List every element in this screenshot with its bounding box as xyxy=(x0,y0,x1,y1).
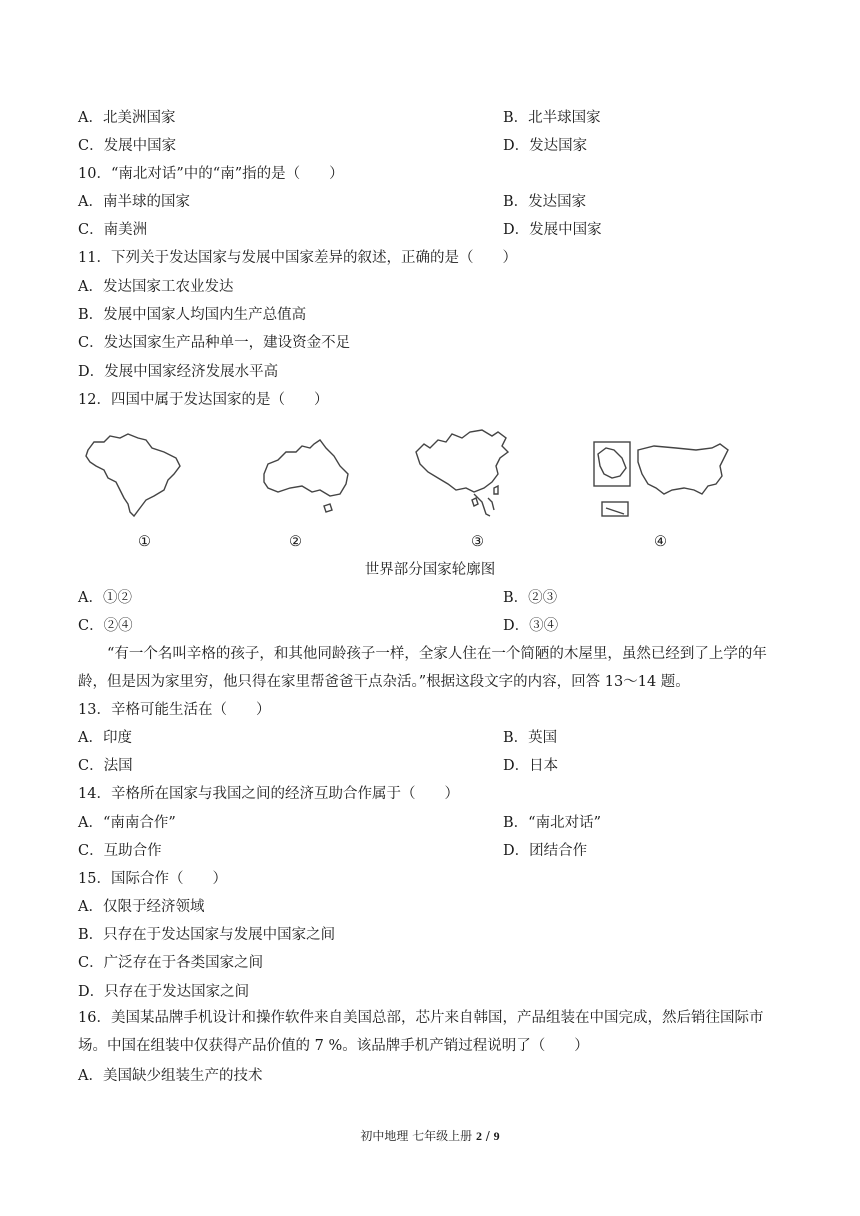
q12-option-b: B．②③ xyxy=(503,590,558,606)
q14-option-c: C．互助合作 xyxy=(78,843,162,859)
footer-text: 初中地理 七年级上册 xyxy=(360,1129,476,1143)
q16-option-a: A．美国缺少组装生产的技术 xyxy=(78,1068,263,1084)
q14-stem: 14．辛格所在国家与我国之间的经济互助合作属于（ ） xyxy=(78,786,459,802)
q12-option-c: C．②④ xyxy=(78,618,133,634)
map-label-1: ① xyxy=(138,534,151,550)
map-label-4: ④ xyxy=(654,534,667,550)
map-label-3: ③ xyxy=(471,534,484,550)
q10-stem: 10．“南北对话”中的“南”指的是（ ） xyxy=(78,166,344,182)
q13-option-d: D．日本 xyxy=(503,758,559,774)
page-number: 2 xyxy=(475,1129,482,1143)
q9-option-c: C．发展中国家 xyxy=(78,138,177,154)
q13-option-a: A．印度 xyxy=(78,730,132,746)
q15-option-d: D．只存在于发达国家之间 xyxy=(78,984,250,1000)
q15-option-c: C．广泛存在于各类国家之间 xyxy=(78,955,264,971)
reading-passage: “有一个名叫辛格的孩子，和其他同龄孩子一样，全家人住在一个简陋的木屋里，虽然已经到了上学的年龄，但是因为家里穷，他只得在家里帮爸爸干点杂活。”根据这段文字的内容，回答 13～14 题。 xyxy=(78,646,767,690)
q11-option-c: C．发达国家生产品种单一，建设资金不足 xyxy=(78,335,351,351)
q11-option-a: A．发达国家工农业发达 xyxy=(78,279,234,295)
q16-stem: 16．美国某品牌手机设计和操作软件来自美国总部，芯片来自韩国，产品组装在中国完成，然后销往国际市场。中国在组装中仅获得产品价值的 7 %。该品牌手机产销过程说明了（ ） xyxy=(78,1010,764,1054)
map-label-2: ② xyxy=(289,534,302,550)
australia-outline-icon xyxy=(258,438,358,520)
q14-option-d: D．团结合作 xyxy=(503,843,588,859)
q11-option-d: D．发展中国家经济发展水平高 xyxy=(78,364,279,380)
china-outline-icon xyxy=(412,428,522,520)
q9-option-b: B．北半球国家 xyxy=(503,110,601,126)
page-separator: / xyxy=(481,1129,494,1143)
q13-option-c: C．法国 xyxy=(78,758,133,774)
q10-option-d: D．发展中国家 xyxy=(503,222,602,238)
q10-option-b: B．发达国家 xyxy=(503,194,587,210)
page-footer xyxy=(0,1128,860,1144)
q10-option-a: A．南半球的国家 xyxy=(78,194,190,210)
q11-option-b: B．发展中国家人均国内生产总值高 xyxy=(78,307,307,323)
q10-option-c: C．南美洲 xyxy=(78,222,148,238)
brazil-outline-icon xyxy=(80,428,190,518)
q12-option-d: D．③④ xyxy=(503,618,559,634)
q11-stem: 11．下列关于发达国家与发展中国家差异的叙述，正确的是（ ） xyxy=(78,250,517,266)
figure-caption: 世界部分国家轮廓图 xyxy=(364,562,496,578)
q12-stem: 12．四国中属于发达国家的是（ ） xyxy=(78,392,329,408)
page-total: 9 xyxy=(493,1129,500,1143)
q9-option-a: A．北美洲国家 xyxy=(78,110,176,126)
q14-option-a: A．“南南合作” xyxy=(78,815,176,831)
q15-stem: 15．国际合作（ ） xyxy=(78,871,227,887)
usa-outline-icon xyxy=(592,436,734,522)
q15-option-b: B．只存在于发达国家与发展中国家之间 xyxy=(78,927,336,943)
q12-option-a: A．①② xyxy=(78,590,132,606)
q13-option-b: B．英国 xyxy=(503,730,558,746)
q13-stem: 13．辛格可能生活在（ ） xyxy=(78,702,271,718)
q9-option-d: D．发达国家 xyxy=(503,138,588,154)
q14-option-b: B．“南北对话” xyxy=(503,815,601,831)
q15-option-a: A．仅限于经济领域 xyxy=(78,899,205,915)
